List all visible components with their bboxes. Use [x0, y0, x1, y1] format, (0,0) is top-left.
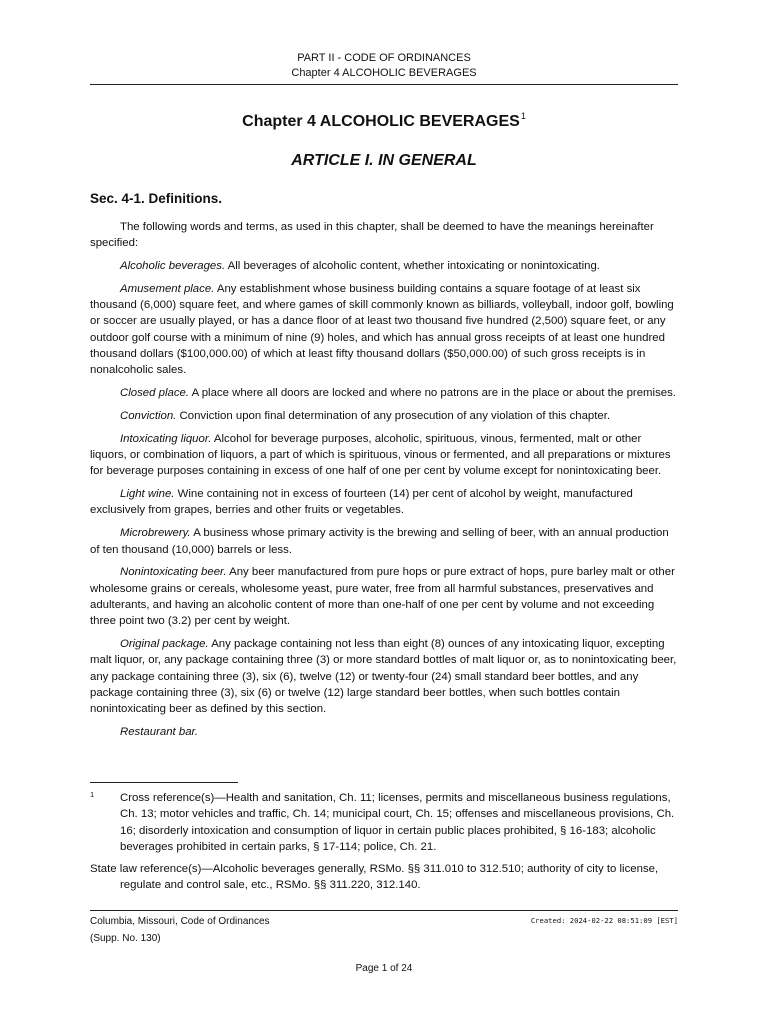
- footer-supplement: (Supp. No. 130): [90, 933, 161, 944]
- footer-created-timestamp: Created: 2024-02-22 08:51:09 [EST]: [530, 916, 678, 925]
- definition-nonintoxicating-beer: [90, 564, 678, 629]
- definition-amusement-place: [90, 281, 678, 379]
- definition-term: Intoxicating liquor.: [120, 432, 212, 445]
- definition-term: Nonintoxicating beer.: [120, 566, 227, 579]
- definition-text: Wine containing not in excess of fourteen (14) per cent of alcohol by weight, manufactured exclusively from grapes, berries and other fruits or vegetables.: [90, 488, 633, 517]
- definition-text: Any beer manufactured from pure hops or pure extract of hops, pure barley malt or other wholesome grains or cereals, wholesome yeast, pure water, free from all harmful substances, preservatives and adulterants, and having an alcoholic content of more than one-half of one per cent by volume and not exceeding three point two (3.2) per cent by weight.: [90, 566, 675, 628]
- definition-term: Light wine.: [120, 488, 175, 501]
- definition-light-wine: [90, 486, 678, 519]
- header-chapter: Chapter 4 ALCOHOLIC BEVERAGES: [291, 67, 477, 79]
- definition-intoxicating-liquor: [90, 431, 678, 480]
- definition-term: Conviction.: [120, 409, 177, 422]
- definition-text: A place where all doors are locked and where no patrons are in the place or about the premises.: [189, 387, 676, 400]
- definition-text: Conviction upon final determination of any prosecution of any violation of this chapter.: [176, 409, 611, 422]
- definition-restaurant-bar: [90, 724, 678, 740]
- running-header: [0, 51, 768, 81]
- definition-closed-place: [90, 385, 678, 401]
- definition-text: A business whose primary activity is the brewing and selling of beer, with an annual production of ten thousand (10,000) barrels or less.: [90, 527, 669, 556]
- definition-term: Original package.: [120, 638, 209, 651]
- definition-term: Microbrewery.: [120, 527, 191, 540]
- section-body: [90, 219, 678, 747]
- definition-text: All beverages of alcoholic content, whether intoxicating or nonintoxicating.: [225, 260, 600, 273]
- definition-text: Any package containing not less than eight (8) ounces of any intoxicating liquor, excepting malt liquor, or, any package containing three (3) or more standard bottles of malt liquor or, as to nonintoxicating beer, any package containing three (3), six (6), twelve (12) or twenty-four (24) small standard beer bottles, and any package containing three (3), six (6) or twelve (12) large standard beer bottles, when such bottles contain nonintoxicating beer as defined by this section.: [90, 638, 677, 716]
- definition-text: Alcohol for beverage purposes, alcoholic, spirituous, vinous, fermented, malt or other liquors, or combination of liquors, a part of which is spirituous, vinous or fermented, and all preparations or mixtures for beverage purposes containing in excess of one half of one per cent by volume except for nonintoxicating beer.: [90, 432, 671, 478]
- footer-code-name: Columbia, Missouri, Code of Ordinances: [90, 916, 270, 927]
- definition-text: Any establishment whose business building contains a square footage of at least six thousand (6,000) square feet, and where games of skill commonly known as billiards, volleyball, indoor golf, bowling or soccer are usually played, or has a dance floor of at least two thousand five hundred (2,500) square feet, or any outdoor golf course with a minimum of nine (9) holes, and which has annual gross receipts of at least one hundred thousand dollars ($100,000.00) of which at least fifty thousand dollars ($50,000.00) of such gross receipts is in nonalcoholic sales.: [90, 282, 674, 377]
- definition-term: Amusement place.: [120, 282, 215, 295]
- definition-term: Closed place.: [120, 387, 190, 400]
- footnote-reference[interactable]: 1: [520, 111, 526, 121]
- definition-microbrewery: [90, 525, 678, 558]
- footnote-cross-reference: [90, 790, 678, 855]
- chapter-title-text: Chapter 4 ALCOHOLIC BEVERAGES: [242, 113, 520, 130]
- definition-term: Alcoholic beverages.: [120, 260, 226, 273]
- page-number: Page 1 of 24: [355, 963, 413, 974]
- definition-alcoholic-beverages: [90, 258, 678, 274]
- footnote-state-law: State law reference(s)—Alcoholic beverages generally, RSMo. §§ 311.010 to 312.510; authority of city to license, regulate and control sale, etc., RSMo. §§ 311.220, 312.140.: [90, 863, 659, 892]
- definition-term: Restaurant bar.: [120, 726, 199, 739]
- definition-original-package: [90, 636, 678, 717]
- footnotes: [90, 790, 678, 894]
- section-title: Sec. 4-1. Definitions.: [90, 191, 223, 206]
- article-title: ARTICLE I. IN GENERAL: [291, 152, 477, 169]
- header-part: PART II - CODE OF ORDINANCES: [297, 52, 471, 64]
- footnote-text: Cross reference(s)—Health and sanitation, Ch. 11; licenses, permits and miscellaneous business regulations, Ch. 13; motor vehicles and traffic, Ch. 14; municipal court, Ch. 15; offenses and miscellaneous provisions, Ch. 16; disorderly intoxication and consumption of liquor in certain public places prohibited, § 16-183; alcoholic beverages prohibited in certain parks, § 17-114; police, Ch. 21.: [120, 792, 675, 853]
- chapter-title: [0, 111, 768, 131]
- footer-source: [90, 913, 270, 947]
- footnote-marker: 1: [90, 790, 95, 799]
- footnote-divider: [90, 782, 238, 783]
- footer-divider: [90, 910, 678, 911]
- definition-conviction: [90, 408, 678, 424]
- intro-paragraph: The following words and terms, as used in this chapter, shall be deemed to have the meanings hereinafter specified:: [90, 221, 654, 250]
- header-divider: [90, 84, 678, 85]
